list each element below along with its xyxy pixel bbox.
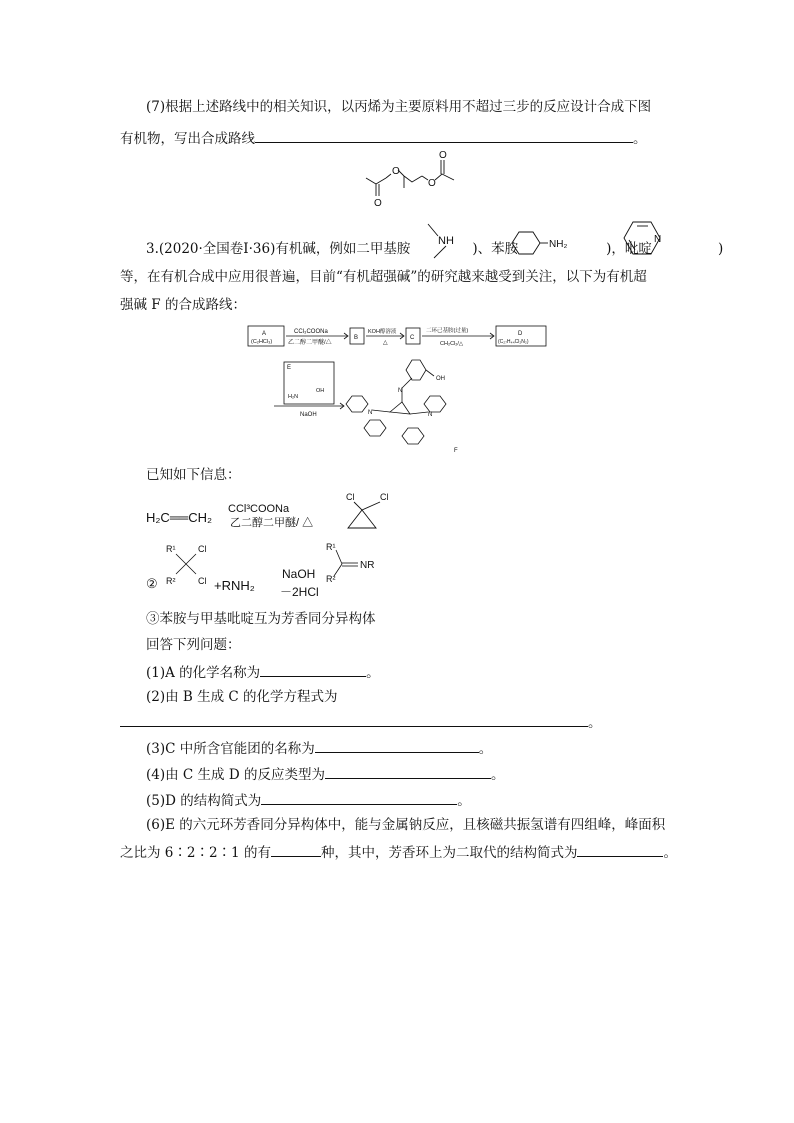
question-6-end: 。: [663, 845, 677, 861]
known-r2-lead: ②: [146, 576, 158, 591]
dimethylamine-nh: NH: [438, 235, 454, 247]
question-6-structure-blank[interactable]: [577, 842, 663, 857]
question-5-end: 。: [457, 793, 471, 809]
box-a-formula: (C₂HCl₃): [251, 339, 273, 345]
f-n-right: N: [428, 412, 433, 418]
known-r2-nr: NR: [360, 560, 375, 571]
q3-intro-c: )，吡啶: [606, 241, 652, 257]
known-r2-prod-r2: R²: [326, 574, 336, 584]
question-6-line1: (6)E 的六元环芳香同分异构体中，能与金属钠反应，且核磁共振氢谱有四组峰，峰面积: [146, 817, 666, 833]
q3-intro-line2: 等，在有机合成中应用很普遍，目前“有机超强碱”的研究越来越受到关注，以下为有机超: [120, 269, 647, 285]
known-reaction-2: [146, 540, 406, 598]
question-1-blank[interactable]: [260, 662, 366, 677]
arrow3-top: 二环己基胺(过量): [426, 328, 469, 334]
q7-line2: [120, 128, 647, 148]
label-f: F: [454, 448, 458, 454]
q7-end: 。: [633, 131, 647, 147]
f-n-left: N: [368, 410, 373, 416]
pyridine-structure: [620, 216, 666, 260]
box-a-label: A: [262, 331, 267, 337]
question-5-blank[interactable]: [261, 790, 457, 805]
f-imine-n: N: [398, 388, 403, 394]
synthesis-scheme: [240, 318, 570, 458]
question-4-blank[interactable]: [325, 764, 491, 779]
target-o1: O: [392, 166, 400, 177]
question-6-count-blank[interactable]: [271, 842, 321, 857]
known-r1-formula: H₂C══CH₂: [146, 510, 213, 525]
known-r2-r2: R²: [166, 576, 176, 586]
dimethylamine-structure: [424, 220, 464, 260]
question-2: (2)由 B 生成 C 的化学方程式为: [146, 689, 338, 705]
question-3-blank[interactable]: [315, 738, 479, 753]
question-2-answer: [120, 712, 602, 732]
question-5: [146, 790, 471, 810]
target-o3: O: [428, 178, 436, 189]
question-4-end: 。: [490, 767, 505, 783]
arrow2-top: KOH醇溶液: [368, 329, 397, 335]
q3-intro-a: 3.(2020·全国卷Ⅰ·36)有机碱，例如二甲基胺: [146, 241, 411, 257]
question-3: [146, 738, 492, 758]
known-reaction-1: [146, 490, 406, 532]
question-4: [146, 764, 504, 784]
pyridine-n: N: [654, 234, 662, 245]
q7-answer-blank[interactable]: [255, 128, 633, 143]
arrow1-top: CCl₃COONa: [294, 329, 328, 335]
q3-intro-d: ): [717, 241, 724, 257]
box-e-h2n: H₂N: [288, 394, 299, 400]
known-r1-cl2: Cl: [380, 492, 389, 502]
known-r2-cl2: Cl: [198, 576, 207, 586]
q3-intro-b: )、苯胺: [472, 241, 519, 257]
arrow3-bottom: CH₂Cl₂/△: [440, 341, 464, 347]
known-r2-prod-r1: R¹: [326, 542, 336, 552]
questions-heading: 回答下列问题：: [146, 637, 241, 653]
question-4-text: (4)由 C 生成 D 的反应类型为: [146, 767, 325, 783]
arrow1-bottom: 乙二醇二甲醚/△: [288, 340, 332, 346]
question-3-end: 。: [478, 741, 493, 757]
q7-line2-text: 有机物，写出合成路线: [120, 131, 255, 147]
question-6-line2: [120, 842, 677, 862]
aniline-nh2: NH₂: [549, 239, 568, 250]
box-c-label: C: [410, 335, 415, 341]
box-e-label: E: [287, 365, 292, 371]
question-6-text-b: 种，其中，芳香环上为二取代的结构简式为: [320, 845, 578, 861]
q7-line1: (7)根据上述路线中的相关知识，以丙烯为主要原料用不超过三步的反应设计合成下图: [146, 99, 652, 115]
question-2-blank[interactable]: [120, 712, 588, 727]
arrow4-bottom: NaOH: [300, 412, 317, 418]
question-1-end: 。: [366, 665, 380, 681]
question-6-text-a: 之比为 6∶2∶2∶1 的有: [120, 845, 271, 861]
known-r2-plus: +RNH₂: [214, 578, 255, 593]
f-oh: OH: [436, 376, 445, 382]
known-r2-bottom: －2HCl: [280, 585, 319, 598]
q3-intro-line3: 强碱 F 的合成路线：: [120, 297, 246, 313]
target-molecule: [360, 148, 460, 210]
box-d-label: D: [518, 331, 523, 337]
aniline-structure: [508, 228, 574, 258]
question-1-text: (1)A 的化学名称为: [146, 665, 261, 681]
known-r3: ③苯胺与甲基吡啶互为芳香同分异构体: [146, 611, 376, 627]
known-r2-r1: R¹: [166, 544, 176, 554]
question-5-text: (5)D 的结构简式为: [146, 793, 262, 809]
target-o4: O: [439, 150, 447, 161]
known-r2-top: NaOH: [282, 567, 316, 581]
question-1: [146, 662, 380, 682]
known-r1-top: CCl³COONa: [228, 503, 290, 515]
known-r1-cl1: Cl: [346, 492, 355, 502]
question-2-end: 。: [588, 715, 602, 731]
arrow2-bottom: △: [383, 340, 388, 346]
known-r2-cl1: Cl: [198, 544, 207, 554]
box-e-oh: OH: [316, 388, 325, 394]
box-d-formula: (C₂₇H₄₄Cl₂N₂): [498, 339, 529, 345]
known-r1-bottom: 乙二醇二甲醚/ △: [230, 517, 314, 529]
question-3-text: (3)C 中所含官能团的名称为: [146, 741, 315, 757]
box-b-label: B: [354, 335, 359, 341]
target-o2: O: [374, 198, 382, 209]
known-title: 已知如下信息：: [146, 467, 241, 483]
